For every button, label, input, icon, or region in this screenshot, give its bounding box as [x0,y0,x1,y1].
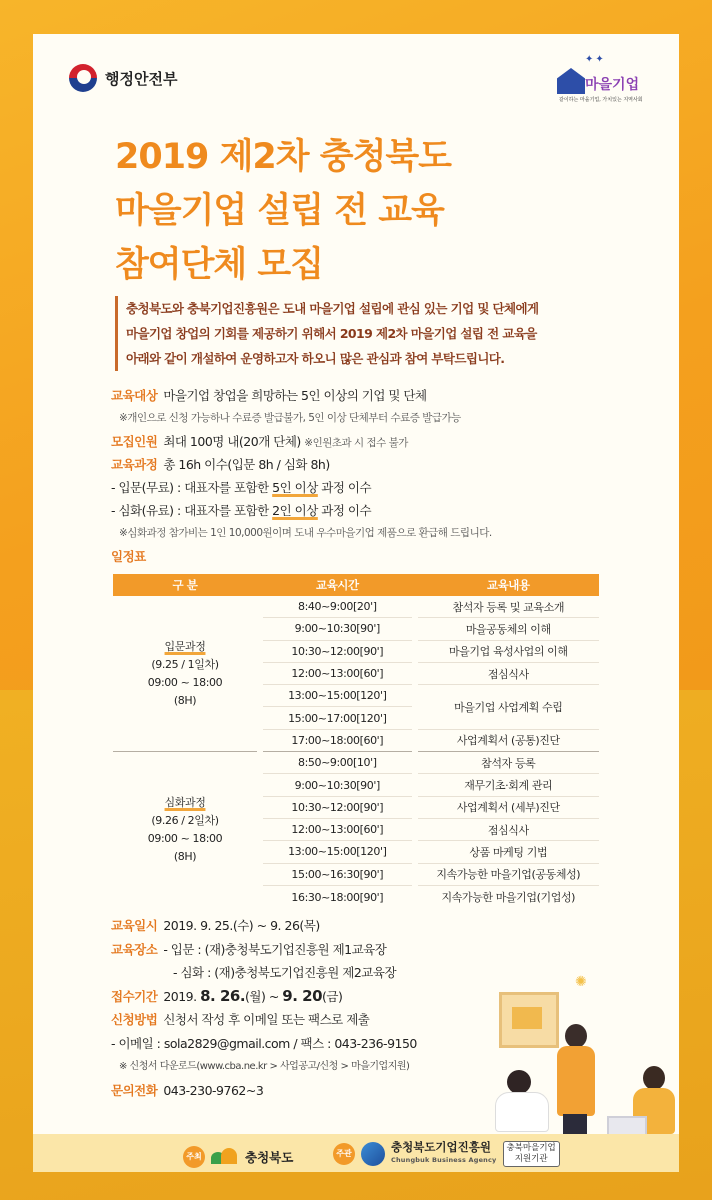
host-badge: 주최 [183,1146,205,1168]
intro-text [115,296,625,371]
place-adv: - 심화 : (재)충청북도기업진흥원 제2교육장 [173,965,397,980]
group-time: 09:00 ~ 18:00 [147,675,223,689]
recruit-label: 모집인원 [111,434,158,449]
adv-course-row [111,499,651,522]
place-intro: - 입문 : (재)충청북도기업진흥원 제1교육장 [163,941,387,957]
schedule-label: 일정표 [111,549,146,564]
figure-head [565,1024,587,1048]
host-name: 충청북도 [245,1150,294,1165]
content-cell: 사업계획서 (공통)진단 [418,730,599,752]
course-label: 교육과정 [111,457,158,472]
period-mid2: (금) [322,988,343,1004]
intro-line-1: 충청북도와 충북기업진흥원은 도내 마을기업 설립에 관심 있는 기업 및 단체에게 [126,301,539,316]
time-cell: 10:30~12:00[90'] [263,797,413,819]
group-hours: (8H) [173,693,197,707]
intro-course-row [111,476,651,499]
org-name-ko: 충청북도기업진흥원 [391,1140,491,1154]
period-label: 접수기간 [111,988,158,1004]
group-date: (9.26 / 2일차) [151,814,219,828]
period-end: 9. 20 [282,986,323,1005]
target-value: 마을기업 창업을 희망하는 5인 이상의 기업 및 단체 [163,388,427,403]
time-cell: 13:00~15:00[120'] [263,841,413,863]
time-cell: 8:40~9:00[20'] [263,596,413,618]
intro-line-3: 아래와 같이 개설하여 운영하고자 하오니 많은 관심과 참여 부탁드립니다. [126,351,505,366]
intro-line-2: 마을기업 창업의 기회를 제공하기 위해서 2019 제2차 마을기업 설립 전 교육을 [126,326,537,341]
time-cell: 16:30~18:00[90'] [291,890,384,904]
phone-label: 문의전화 [111,1082,158,1098]
schedule-table [113,574,599,908]
recruit-note: ※인원초과 시 접수 불가 [304,437,408,449]
intro-course-pre: - 입문(무료) : 대표자를 포함한 [111,480,273,495]
figure-legs [563,1114,587,1136]
target-row [111,384,651,407]
date-label: 교육일시 [111,918,158,933]
page-title [115,130,451,292]
time-cell: 8:50~9:00[10'] [263,752,413,774]
lightbulb-icon: ✺ [575,974,587,990]
header-category: 구 분 [113,574,257,596]
group-cell-advanced [113,752,257,908]
course-value: 총 16h 이수(입문 8h / 심화 8h) [163,457,330,472]
title-line-3: 참여단체 모집 [115,245,324,285]
cba-logo-icon [361,1142,385,1166]
period-prefix: 2019. [163,988,197,1004]
student-figure [489,1070,559,1140]
org-sponsor [333,1141,560,1167]
time-cell: 9:00~10:30[90'] [263,774,413,796]
header-content: 교육내용 [418,574,599,596]
download-note: ※ 신청서 다운로드(www.cba.ne.kr > 사업공고/신청 > 마을기업지원) [119,1061,410,1072]
place-row [111,938,651,962]
period-start: 8. 26. [200,986,246,1005]
contact-row: - 이메일 : sola2829@gmail.com / 팩스 : 043-236-9150 [111,1035,417,1051]
table-row [113,752,599,774]
time-cell: 15:00~17:00[120'] [263,707,413,729]
table-row [113,596,599,618]
intro-course-min: 5인 이상 [272,480,318,495]
adv-course-min: 2인 이상 [272,503,318,518]
group-date: (9.25 / 1일차) [151,657,219,671]
village-enterprise-logo [555,54,645,104]
org-name [391,1141,497,1167]
group-hours: (8H) [173,850,197,864]
target-label: 교육대상 [111,388,158,403]
figure-head [643,1066,665,1090]
date-value: 2019. 9. 25.(수) ~ 9. 26(목) [163,918,320,933]
target-note: ※개인으로 신청 가능하나 수료증 발급불가, 5인 이상 단체부터 수료증 발급가능 [119,412,461,424]
figure-body [495,1092,549,1132]
fee-note: ※심화과정 참가비는 1인 10,000원이며 도내 우수마을기업 제품으로 환급해 드립니다. [119,527,492,539]
org-tag-line2: 지원기관 [514,1154,548,1164]
schedule-heading [111,545,651,568]
poster-card [33,34,679,1172]
title-line-1: 2019 제2차 충청북도 [115,137,451,177]
presenter-figure [553,1024,599,1134]
group-name: 심화과정 [164,796,206,810]
content-cell: 재무기초·회계 관리 [418,774,599,796]
group-time: 09:00 ~ 18:00 [147,832,223,846]
content-cell: 참석자 등록 [418,752,599,774]
group-name: 입문과정 [164,639,206,653]
recruit-value: 최대 100명 내(20개 단체) [163,434,301,449]
presentation-board [499,992,559,1048]
content-cell: 지속가능한 마을기업(공동체성) [418,864,599,886]
content-cell: 상품 마케팅 기법 [418,841,599,863]
info-section [111,384,651,568]
time-cell: 15:00~16:30[90'] [263,864,413,886]
house-icon [557,68,585,94]
schedule-header-row [113,574,599,596]
footer-bar [33,1134,679,1172]
content-cell: 마을기업 육성사업의 이해 [418,641,599,663]
adv-course-post: 과정 이수 [317,503,372,518]
place-label: 교육장소 [111,941,158,957]
content-cell: 마을공동체의 이해 [418,618,599,640]
figure-head [507,1070,531,1094]
ministry-name: 행정안전부 [105,69,178,88]
header-time: 교육시간 [263,574,413,596]
adv-course-pre: - 심화(유료) : 대표자를 포함한 [111,503,273,518]
time-cell: 9:00~10:30[90'] [263,618,413,640]
phone-value: 043-230-9762~3 [163,1082,264,1098]
org-badge: 주관 [333,1143,355,1165]
village-logo-text: 마을기업 [585,77,640,93]
taegeuk-icon [69,64,97,92]
time-cell: 12:00~13:00[60'] [263,663,413,685]
intro-course-post: 과정 이수 [317,480,372,495]
time-cell: 10:30~12:00[90'] [263,641,413,663]
apply-value: 신청서 작성 후 이메일 또는 팩스로 제출 [163,1012,370,1027]
content-cell: 점심식사 [418,663,599,685]
content-cell: 사업계획서 (세부)진단 [418,797,599,819]
content-cell: 마을기업 사업계획 수립 [418,685,599,730]
time-cell: 12:00~13:00[60'] [263,819,413,841]
time-cell: 17:00~18:00[60'] [263,730,413,752]
village-logo-sub: 같이하는 마을기업, 가치있는 지역사회 [559,97,643,103]
education-illustration [479,974,689,1154]
apply-label: 신청방법 [111,1012,158,1027]
host-sponsor [183,1146,293,1168]
figure-body [557,1046,595,1116]
chungbuk-logo-icon [211,1148,239,1166]
org-name-en: Chungbuk Business Agency [391,1156,497,1164]
group-cell-intro [113,596,257,752]
org-tag [503,1141,560,1167]
recruit-row [111,430,651,453]
content-cell: 지속가능한 마을기업(기업성) [441,891,576,904]
content-cell: 점심식사 [418,819,599,841]
title-line-2: 마을기업 설립 전 교육 [115,191,444,231]
course-row [111,453,651,476]
content-cell: 참석자 등록 및 교육소개 [418,596,599,618]
date-row [111,914,651,938]
time-cell: 13:00~15:00[120'] [263,685,413,707]
period-mid1: (월) ~ [245,988,279,1004]
org-tag-line1: 충북마을기업 [506,1143,556,1153]
sparkle-icon: ✦✦ [585,54,606,65]
ministry-logo [69,64,177,92]
